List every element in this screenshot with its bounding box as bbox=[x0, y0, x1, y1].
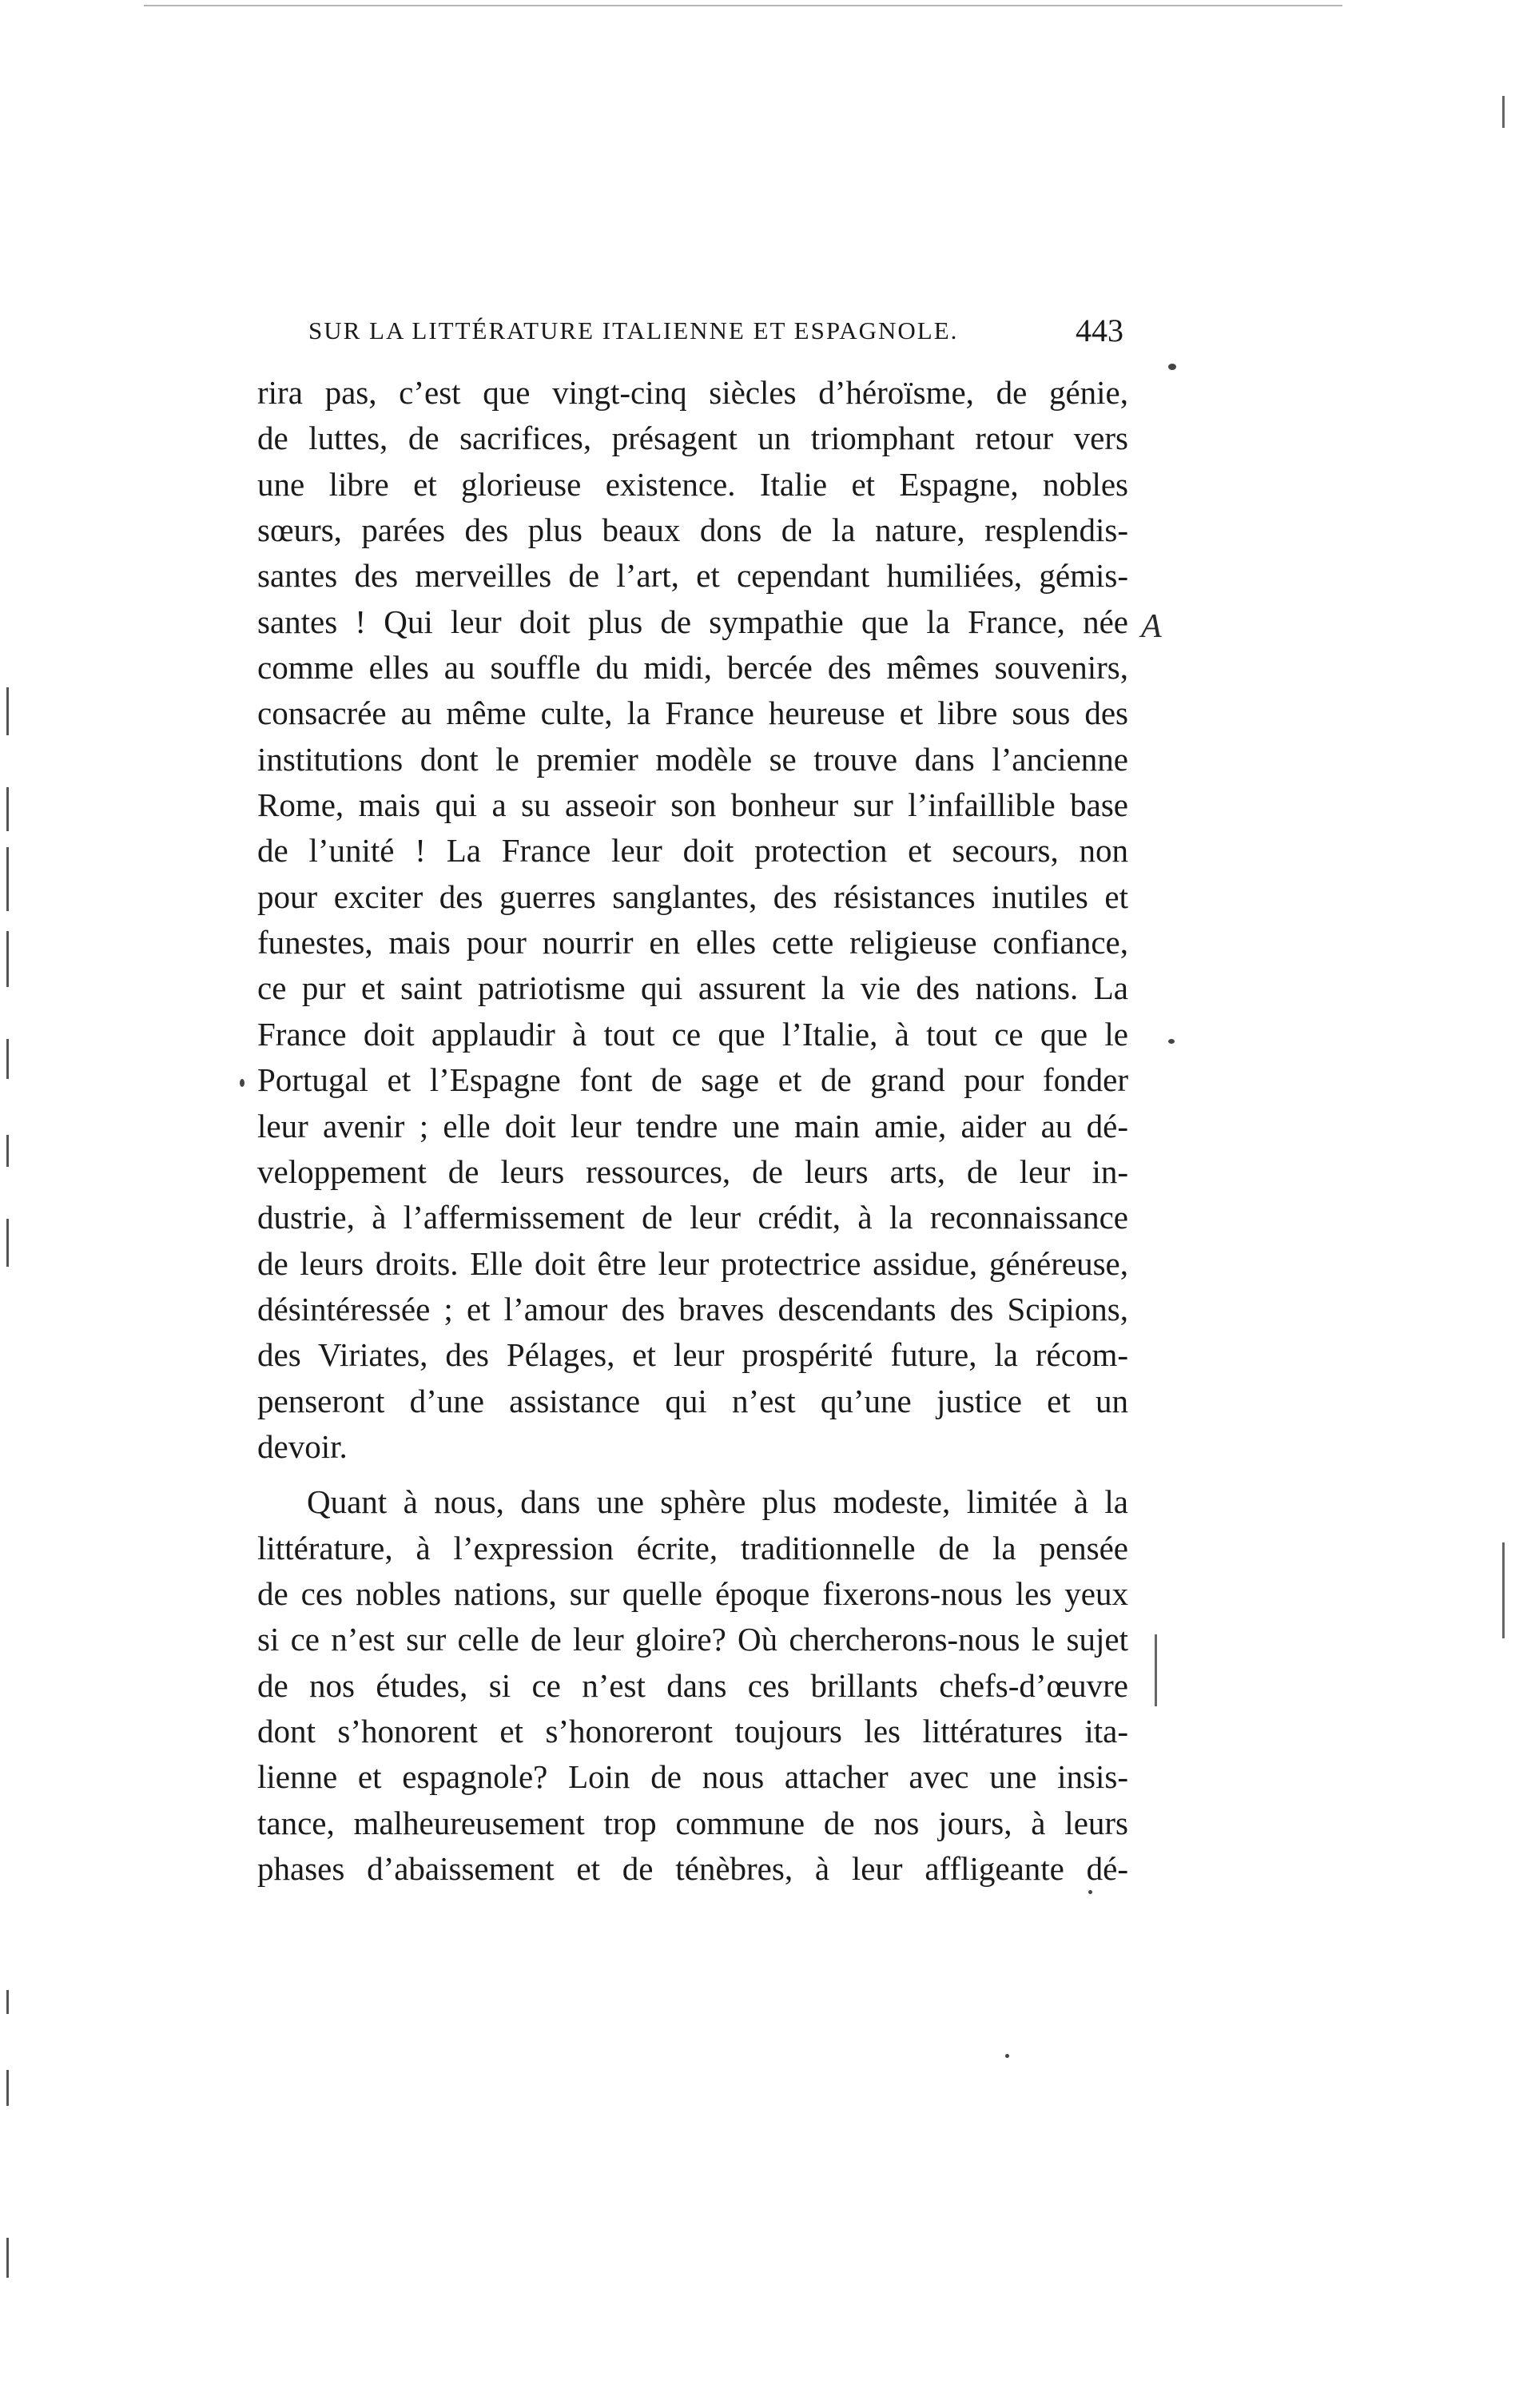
text-line: sœurs, parées des plus beaux dons de la nature, resplendis- bbox=[257, 511, 1128, 549]
scan-edge-mark bbox=[6, 2238, 9, 2278]
margin-annotation: A bbox=[1141, 608, 1162, 645]
scan-edge-mark bbox=[6, 687, 9, 735]
text-line: comme elles au souffle du midi, bercée des mêmes souvenirs, bbox=[257, 649, 1128, 687]
text-line: phases d’abaissement et de ténèbres, à leur affligeante dé- bbox=[257, 1850, 1128, 1887]
text-line: littérature, à l’expression écrite, traditionnelle de la pensée bbox=[257, 1529, 1128, 1566]
running-head bbox=[308, 312, 1123, 352]
scan-edge-mark bbox=[6, 787, 9, 831]
scan-edge-mark bbox=[1502, 1542, 1505, 1638]
text-line: de l’unité ! La France leur doit protection et secours, non bbox=[257, 832, 1128, 870]
paragraph bbox=[257, 370, 1128, 1470]
text-line: institutions dont le premier modèle se trouve dans l’ancienne bbox=[257, 740, 1128, 778]
text-line: veloppement de leurs ressources, de leurs arts, de leur in- bbox=[257, 1152, 1128, 1190]
ink-speck bbox=[1005, 2054, 1009, 2058]
text-line: devoir. bbox=[257, 1427, 348, 1465]
body-text bbox=[257, 370, 1128, 1892]
page-number: 443 bbox=[1076, 312, 1123, 348]
scan-edge-mark bbox=[6, 2070, 9, 2106]
text-line: penseront d’une assistance qui n’est qu’une justice et un bbox=[257, 1382, 1128, 1419]
text-line: une libre et glorieuse existence. Italie et Espagne, nobles bbox=[257, 465, 1128, 503]
scan-edge-mark bbox=[6, 1990, 9, 2014]
scan-edge-mark bbox=[1155, 1634, 1157, 1706]
text-line: tance, malheureusement trop commune de nos jours, à leurs bbox=[257, 1804, 1128, 1841]
text-line: de ces nobles nations, sur quelle époque fixerons-nous les yeux bbox=[257, 1574, 1128, 1612]
scan-edge-mark bbox=[6, 1039, 9, 1079]
paragraph bbox=[257, 1479, 1128, 1892]
text-line: dustrie, à l’affermissement de leur crédit, à la reconnaissance bbox=[257, 1199, 1128, 1236]
scan-edge-mark bbox=[1502, 96, 1505, 128]
text-line: de nos études, si ce n’est dans ces brillants chefs-d’œuvre bbox=[257, 1666, 1128, 1704]
text-line: santes ! Qui leur doit plus de sympathie que la France, née bbox=[257, 603, 1128, 640]
scan-edge-mark bbox=[6, 1135, 9, 1167]
scan-edge-mark bbox=[6, 931, 9, 987]
text-line: Quant à nous, dans une sphère plus modeste, limitée à la bbox=[307, 1483, 1128, 1521]
scan-top-edge bbox=[144, 5, 1342, 6]
text-line: France doit applaudir à tout ce que l’Italie, à tout ce que le bbox=[257, 1015, 1128, 1053]
text-line: Rome, mais qui a su asseoir son bonheur sur l’infaillible base bbox=[257, 786, 1128, 824]
text-line: ce pur et saint patriotisme qui assurent la vie des nations. La bbox=[257, 969, 1128, 1007]
scan-edge-mark bbox=[6, 1219, 9, 1267]
text-line: de leurs droits. Elle doit être leur protectrice assidue, généreuse, bbox=[257, 1244, 1128, 1282]
text-line: leur avenir ; elle doit leur tendre une main amie, aider au dé- bbox=[257, 1107, 1128, 1144]
scan-edge-mark bbox=[6, 847, 9, 911]
text-line: Portugal et l’Espagne font de sage et de grand pour fonder bbox=[257, 1061, 1128, 1099]
text-line: santes des merveilles de l’art, et cependant humiliées, gémis- bbox=[257, 557, 1128, 595]
ink-speck bbox=[1168, 1039, 1175, 1044]
running-title: SUR LA LITTÉRATURE ITALIENNE ET ESPAGNOLE. bbox=[308, 316, 959, 344]
text-line: dont s’honorent et s’honoreront toujours les littératures ita- bbox=[257, 1712, 1128, 1749]
text-line: des Viriates, des Pélages, et leur prospérité future, la récom- bbox=[257, 1336, 1128, 1374]
text-line: funestes, mais pour nourrir en elles cette religieuse confiance, bbox=[257, 924, 1128, 961]
text-line: consacrée au même culte, la France heureuse et libre sous des bbox=[257, 695, 1128, 732]
text-line: si ce n’est sur celle de leur gloire? Où chercherons-nous le sujet bbox=[257, 1621, 1128, 1658]
text-line: pour exciter des guerres sanglantes, des résistances inutiles et bbox=[257, 878, 1128, 915]
paragraph-gap bbox=[257, 1470, 1128, 1479]
text-line: désintéressée ; et l’amour des braves descendants des Scipions, bbox=[257, 1290, 1128, 1327]
ink-speck bbox=[1168, 364, 1176, 370]
text-line: de luttes, de sacrifices, présagent un triomphant retour vers bbox=[257, 420, 1128, 457]
text-line: lienne et espagnole? Loin de nous attacher avec une insis- bbox=[257, 1758, 1128, 1796]
text-line: rira pas, c’est que vingt-cinq siècles d’héroïsme, de génie, bbox=[257, 374, 1128, 411]
ink-speck bbox=[240, 1079, 245, 1087]
